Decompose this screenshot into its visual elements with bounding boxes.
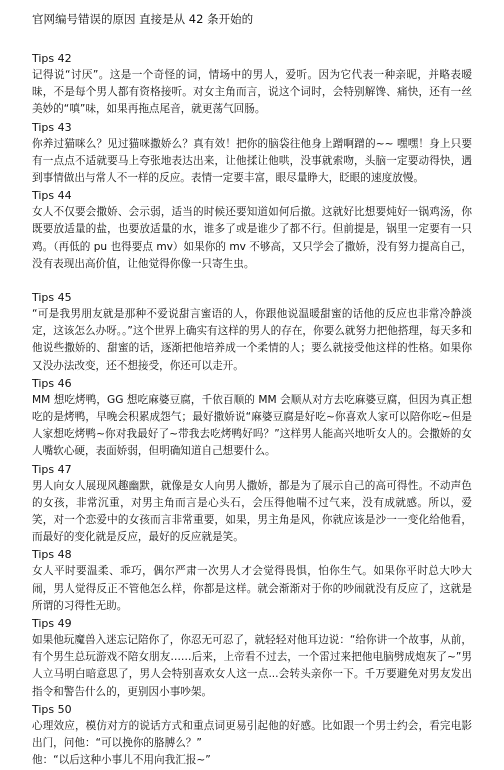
tip-44 xyxy=(32,187,472,273)
tip-body: 你养过猫咪么？见过猫咪撒娇么？真有效！把你的脑袋往他身上蹭啊蹭的~~ 嘿嘿！身上只要有一点点不适就要马上夸张地表达出来，让他揉让他哄，没事就索吻，头脑一定要动得快，遇到事情做出与常人不一样的反应。表情一定要丰富，眼尽量睁大，眨眼的速度放慢。 xyxy=(32,137,472,185)
tip-body: 女人不仅要会撒娇、会示弱，适当的时候还要知道如何后撤。这就好比想要炖好一锅鸡汤，你既要放适量的盐，也要放适量的水，谁多了或是谁少了都不行。但前提是，锅里一定要有一只鸡。（再低的 pu 也得要点 mv）如果你的 mv 不够高，又只学会了撒娇，没有努力提高自己，没有表现出高价值，让他觉得你像一只寄生虫。 xyxy=(32,206,472,270)
tip-50 xyxy=(32,701,472,770)
page-header: 官网编号错误的原因 直接是从 42 条开始的 xyxy=(32,12,254,26)
tip-49 xyxy=(32,615,472,701)
tip-45 xyxy=(32,289,472,375)
tip-body: 记得说“讨厌”。这是一个奇怪的词，情场中的男人，爱听。因为它代表一种亲昵，并略表暧昧，不是每个男人都有资格接听。对女主角而言，说这个词时，会特别解馋、痛快，还有一丝美妙的“嗔”味，如果再拖点尾音，就更荡气回肠。 xyxy=(32,69,472,116)
tip-47 xyxy=(32,461,472,547)
tip-body: 男人向女人展现风趣幽默，就像是女人向男人撒娇，都是为了展示自己的高可得性。不动声色的女孩，非常沉重，对男主角而言是心头石，会压得他喘不过气来，没有成就感。所以，爱笑，对一个恋爱中的女孩而言非常重要，如果，男主角是风，你就应该是沙一一变化给他看，而最好的变化就是反应，最好的反应就是笑。 xyxy=(32,479,472,544)
tip-body: 如果他玩魔兽入迷忘记陪你了，你忍无可忍了，就轻轻对他耳边说：“给你讲一个故事，从前，有个男生总玩游戏不陪女朋友……后来，上帝看不过去，一个雷过来把他电脑劈成炮灰了~”男人立马明白暗意思了，男人会特别喜欢女人这一点...会转头亲你一下。千万要避免对男友发出指令和警告什么的，更别因小事吵架。 xyxy=(32,634,472,698)
tip-title: Tips 50 xyxy=(32,702,72,716)
section-gap xyxy=(32,273,472,289)
tip-body: MM 想吃烤鸭，GG 想吃麻婆豆腐，千依百顺的 MM 会顺从对方去吃麻婆豆腐，但因为真正想吃的是烤鸭，早晚会积累成怨气；最好撒娇说“麻婆豆腐是好吃~你喜欢人家可以陪你吃~但是人家想吃烤鸭~你对我最好了~带我去吃烤鸭好吗？”这样男人能高兴地听女人的。会撒娇的女人嘴软心硬，表面娇弱，但明确知道自己想要什么。 xyxy=(32,393,472,458)
tip-42 xyxy=(32,50,472,119)
tip-43 xyxy=(32,119,472,188)
tip-title: Tips 42 xyxy=(32,52,72,65)
tip-body: 心理效应，模仿对方的说话方式和重点词更易引起他的好感。比如跟一个男士约会，看完电影出门，问他：“可以挽你的胳膊么？” 他：“以后这种小事儿不用向我汇报~” xyxy=(32,719,472,767)
document-page xyxy=(32,10,472,770)
tip-body: 女人平时要温柔、乖巧，偶尔严肃一次男人才会觉得畏惧，怕你生气。如果你平时总大吵大闹，男人觉得反正不管他怎么样，你都是这样。就会渐渐对于你的吵闹就没有反应了，这就是所谓的习得性无助。 xyxy=(32,565,472,612)
tip-title: Tips 44 xyxy=(32,189,72,203)
tip-title: Tips 45 xyxy=(32,291,72,305)
tip-title: Tips 49 xyxy=(32,617,72,631)
tip-title: Tips 43 xyxy=(32,120,72,134)
tip-title: Tips 48 xyxy=(32,548,72,562)
tip-title: Tips 46 xyxy=(32,376,72,390)
tip-body: “可是我男朋友就是那种不爱说甜言蜜语的人，你跟他说温暖甜蜜的话他的反应也非常冷静淡定，这该怎么办呀。。”这个世界上确实有这样的男人的存在，你要么就努力把他搭理，每天多和他说些撒娇的、甜蜜的话，逐渐把他培养成一个柔情的人；要么就接受他这样的性格。如果你又没办法改变，还不想接受，你还可以走开。 xyxy=(32,308,472,372)
tip-48 xyxy=(32,546,472,615)
tip-46 xyxy=(32,375,472,461)
tip-title: Tips 47 xyxy=(32,462,72,476)
